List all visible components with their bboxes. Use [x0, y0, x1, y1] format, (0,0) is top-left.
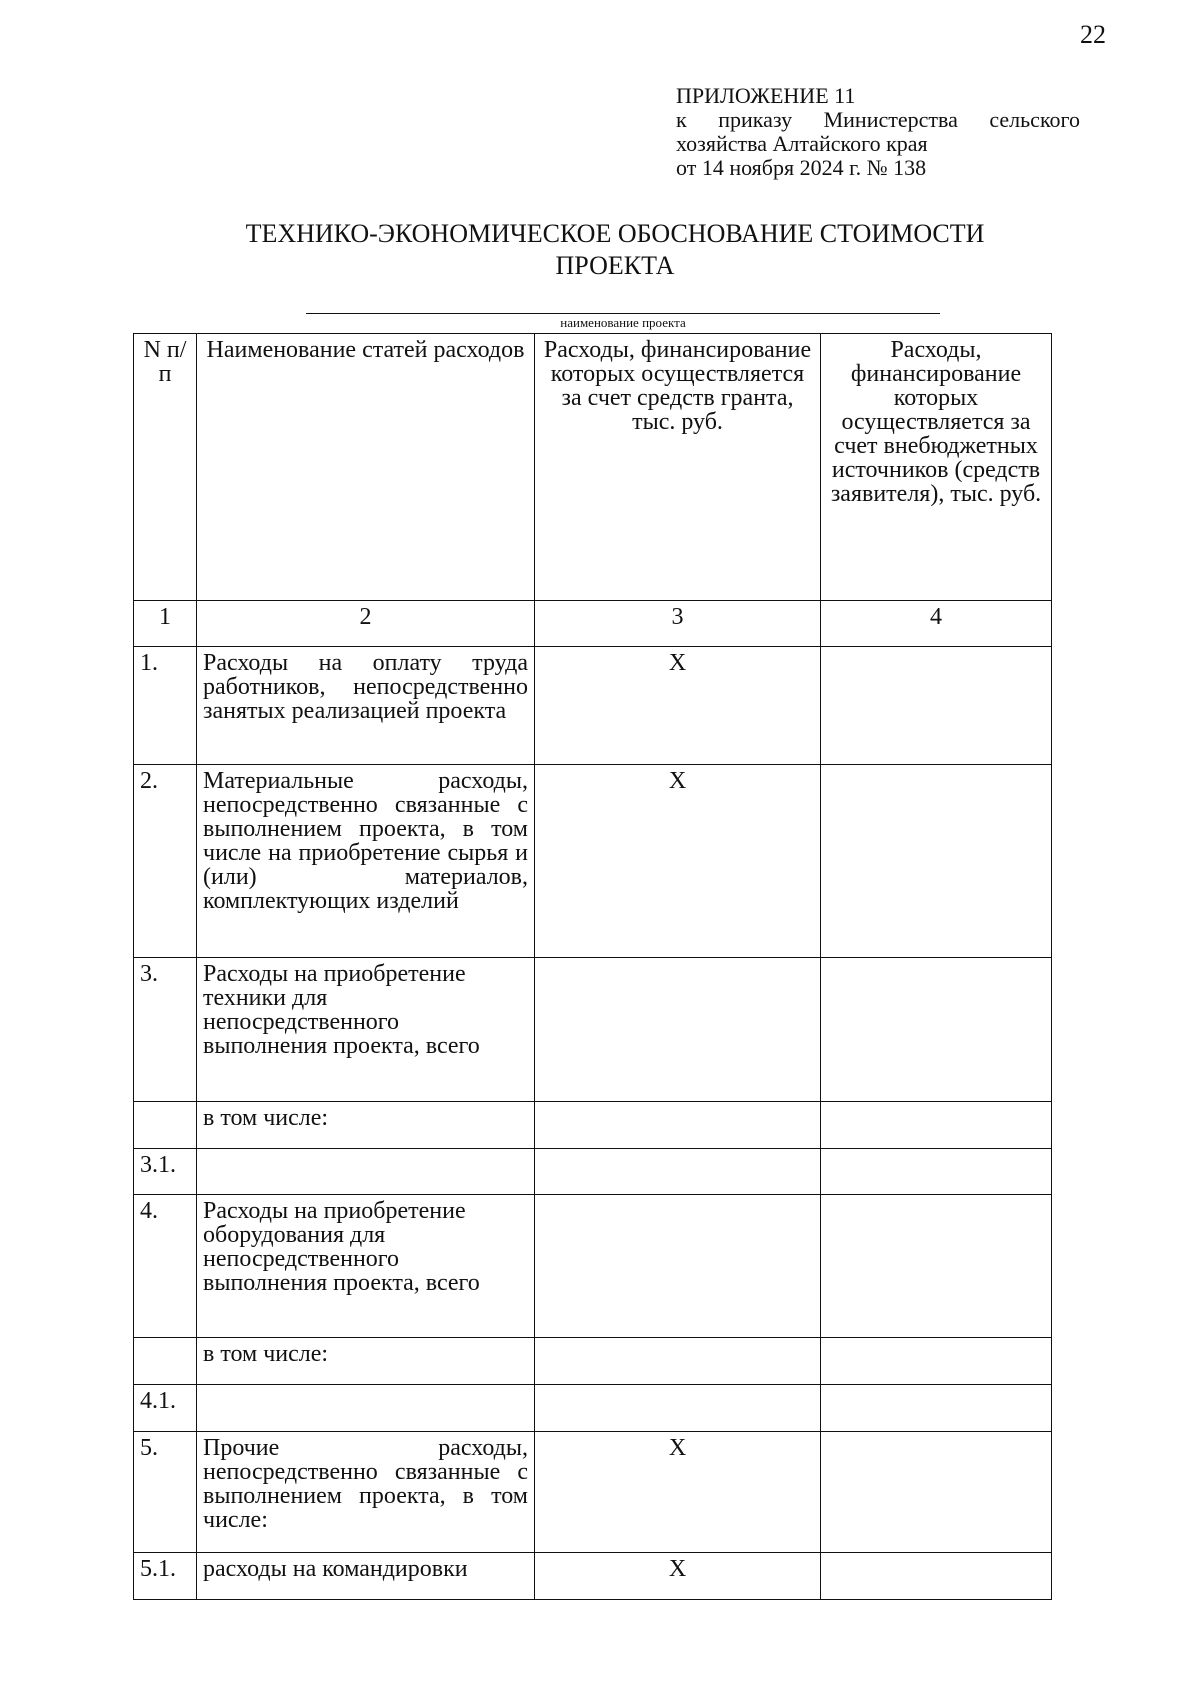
header-item-name: Наименование статей расходов: [197, 334, 535, 601]
row-number: 4.: [134, 1195, 197, 1338]
document-title-line-1: ТЕХНИКО-ЭКОНОМИЧЕСКОЕ ОБОСНОВАНИЕ СТОИМОСТИ: [245, 219, 985, 248]
row-number: 1.: [134, 647, 197, 765]
column-number: 2: [197, 601, 535, 647]
row-item-name: Расходы на оплату труда работников, непосредственно занятых реализацией проекта: [197, 647, 535, 765]
row-grant-value: X: [535, 765, 821, 958]
table-row: [134, 765, 1052, 958]
row-item-name: Материальные расходы, непосредственно связанные с выполнением проекта, в том числе на приобретение сырья и (или) материалов, комплектующих изделий: [197, 765, 535, 958]
project-name-caption: наименование проекта: [560, 315, 686, 330]
row-number: 5.1.: [134, 1553, 197, 1600]
column-number-row: [134, 601, 1052, 647]
appendix-title: ПРИЛОЖЕНИЕ 11: [676, 83, 856, 108]
row-own-value: [821, 1385, 1052, 1432]
document-title-line-2: ПРОЕКТА: [555, 251, 675, 280]
row-item-name: [197, 1385, 535, 1432]
table-row: [134, 1195, 1052, 1338]
page-number: 22: [1080, 20, 1106, 49]
row-grant-value: [535, 1385, 821, 1432]
row-number: 5.: [134, 1432, 197, 1553]
row-own-value: [821, 1195, 1052, 1338]
header-number: N п/п: [134, 334, 197, 601]
table-row: [134, 1385, 1052, 1432]
table-row: [134, 1102, 1052, 1149]
row-own-value: [821, 958, 1052, 1102]
appendix-block: [676, 84, 1080, 180]
row-item-name: в том числе:: [197, 1102, 535, 1149]
row-item-name: Расходы на приобретение оборудования для непосредственного выполнения проекта, всего: [197, 1195, 535, 1338]
row-own-value: [821, 1102, 1052, 1149]
header-own-expenses: Расходы, финансирование которых осуществляется за счет внебюджетных источников (средств заявителя), тыс. руб.: [821, 334, 1052, 601]
row-own-value: [821, 1338, 1052, 1385]
row-grant-value: X: [535, 1432, 821, 1553]
row-number: 4.1.: [134, 1385, 197, 1432]
row-own-value: [821, 1553, 1052, 1600]
row-grant-value: X: [535, 647, 821, 765]
appendix-line-2: хозяйства Алтайского края: [676, 131, 928, 156]
row-item-name: расходы на командировки: [197, 1553, 535, 1600]
row-grant-value: [535, 1102, 821, 1149]
row-own-value: [821, 647, 1052, 765]
table-row: [134, 958, 1052, 1102]
row-item-name: [197, 1149, 535, 1195]
row-grant-value: X: [535, 1553, 821, 1600]
row-own-value: [821, 1149, 1052, 1195]
row-item-name: Прочие расходы, непосредственно связанные с выполнением проекта, в том числе:: [197, 1432, 535, 1553]
row-number: [134, 1338, 197, 1385]
table-row: [134, 1553, 1052, 1600]
header-grant-expenses: Расходы, финансирование которых осуществляется за счет средств гранта, тыс. руб.: [535, 334, 821, 601]
row-number: 3.: [134, 958, 197, 1102]
cost-table: [133, 333, 1052, 1600]
column-number: 1: [134, 601, 197, 647]
appendix-line-3: от 14 ноября 2024 г. № 138: [676, 155, 927, 180]
row-number: 2.: [134, 765, 197, 958]
row-grant-value: [535, 1195, 821, 1338]
project-name-line: [306, 313, 940, 314]
row-grant-value: [535, 958, 821, 1102]
document-title: [150, 218, 1080, 282]
row-own-value: [821, 765, 1052, 958]
table-row: [134, 1149, 1052, 1195]
row-own-value: [821, 1432, 1052, 1553]
row-item-name: в том числе:: [197, 1338, 535, 1385]
table-row: [134, 1432, 1052, 1553]
column-number: 4: [821, 601, 1052, 647]
row-grant-value: [535, 1338, 821, 1385]
row-number: [134, 1102, 197, 1149]
appendix-line-1: к приказу Министерства сельского: [676, 107, 1080, 132]
row-number: 3.1.: [134, 1149, 197, 1195]
table-row: [134, 1338, 1052, 1385]
column-number: 3: [535, 601, 821, 647]
header-row: [134, 334, 1052, 601]
row-item-name: Расходы на приобретение техники для непосредственного выполнения проекта, всего: [197, 958, 535, 1102]
table-row: [134, 647, 1052, 765]
row-grant-value: [535, 1149, 821, 1195]
